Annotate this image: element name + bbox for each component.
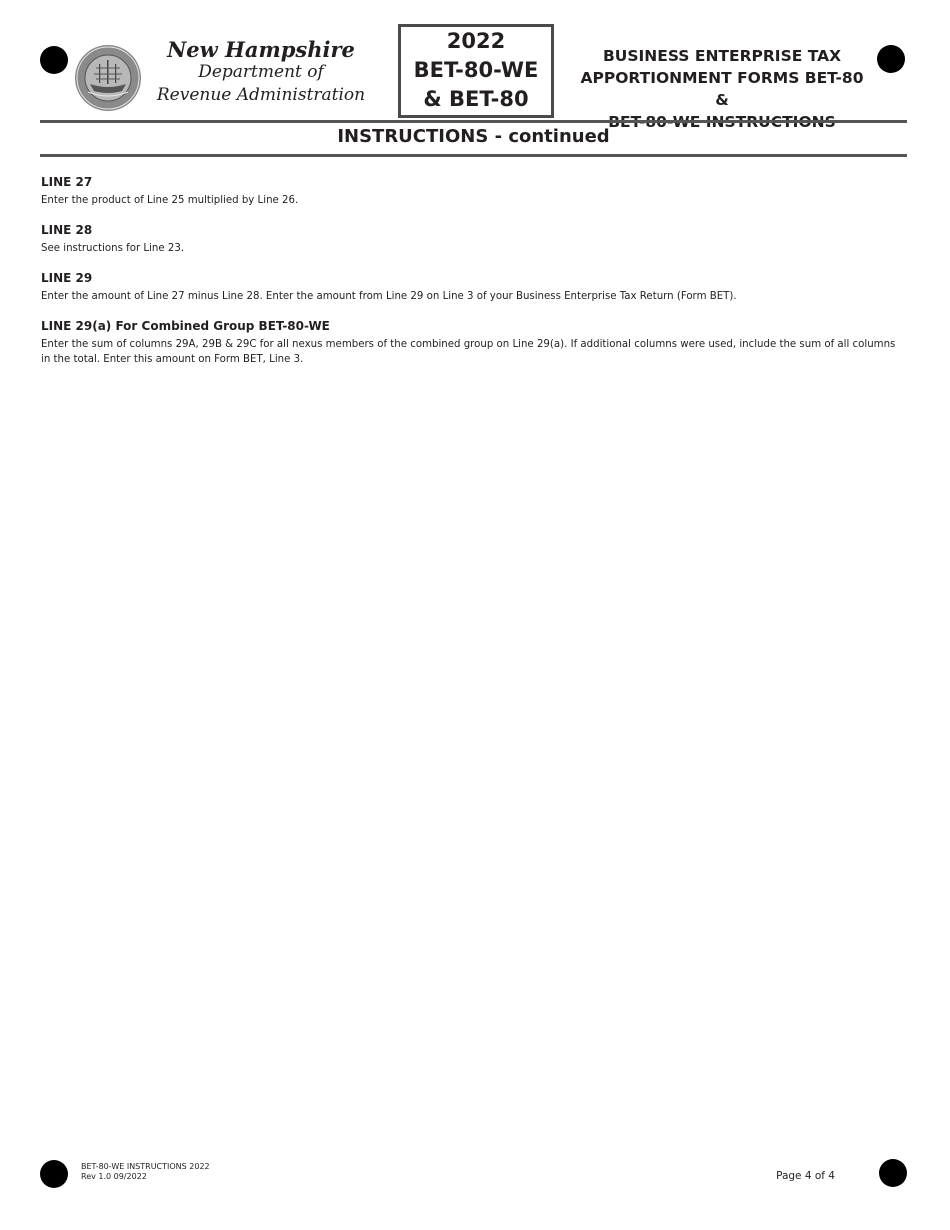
instruction-line-29 [41,270,901,304]
registration-mark-top-left [40,46,68,74]
state-name: New Hampshire [167,37,355,62]
footer-revision: Rev 1.0 09/2022 [81,1172,147,1181]
page-number: Page 4 of 4 [776,1170,835,1182]
form-year: 2022 [446,29,506,53]
department-line-1: Department of [198,62,324,82]
header-rule-top [40,120,907,123]
footer-form-id: BET-80-WE INSTRUCTIONS 2022 [81,1162,210,1171]
instruction-text: Enter the product of Line 25 multiplied by Line 26. [41,195,299,206]
instruction-text: Enter the amount of Line 27 minus Line 28. Enter the amount from Line 29 on Line 3 of your Business Enterprise Tax Return (Form BET). [41,291,737,302]
instruction-line-29a [41,318,901,367]
footer-form-info [81,1162,210,1182]
header-rule-bottom [40,154,907,157]
title-line-1: BUSINESS ENTERPRISE TAX [602,47,842,65]
instruction-heading: LINE 29(a) For Combined Group BET-80-WE [41,319,330,333]
instruction-text: Enter the sum of columns 29A, 29B & 29C for all nexus members of the combined group on Line 29(a). If additional columns were used, include the sum of all columns in the total. Enter this amount on Form BET, Line 3. [41,339,896,365]
instruction-text: See instructions for Line 23. [41,243,185,254]
instruction-line-28 [41,222,901,256]
form-id-box [398,24,554,118]
instructions-content [41,174,901,381]
registration-mark-top-right [877,45,905,73]
agency-name [150,38,372,107]
instruction-heading: LINE 29 [41,271,93,285]
instruction-heading: LINE 27 [41,175,93,189]
form-number-line-2: & BET-80 [423,87,529,111]
instruction-heading: LINE 28 [41,223,93,237]
title-line-2: APPORTIONMENT FORMS BET-80 & [580,69,864,109]
registration-mark-bottom-right [879,1159,907,1187]
nh-state-seal-icon [74,44,142,112]
department-line-2: Revenue Administration [156,85,366,105]
registration-mark-bottom-left [40,1160,68,1188]
form-number-line-1: BET-80-WE [413,58,539,82]
section-title: INSTRUCTIONS - continued [337,126,610,147]
instruction-line-27 [41,174,901,208]
